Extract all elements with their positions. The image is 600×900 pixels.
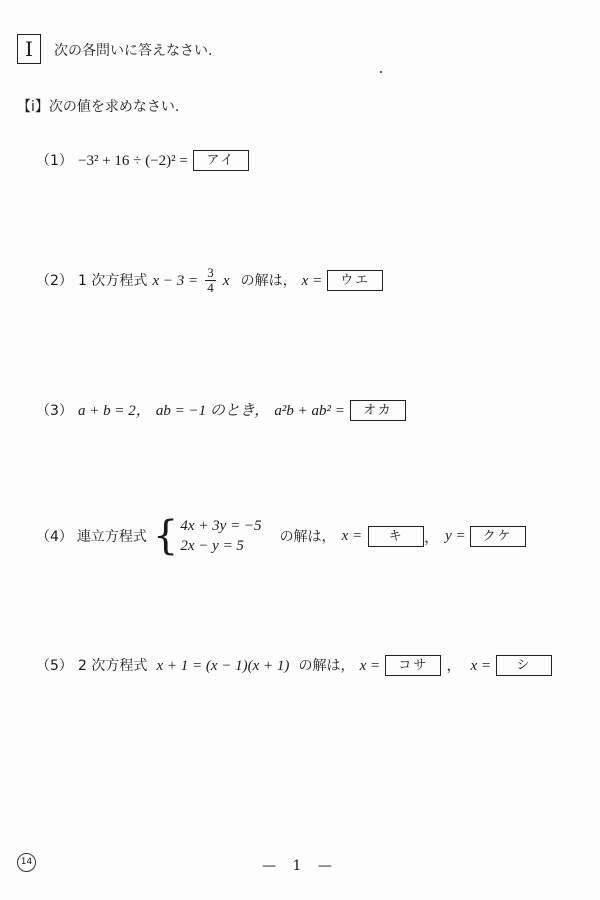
fraction-denominator: 4 — [207, 280, 214, 295]
question-2-number: （2） — [36, 273, 73, 289]
question-2-lhs: x − 3 = — [152, 273, 199, 289]
question-4-sep: ， — [424, 529, 440, 546]
question-5-prefix: 2 次方程式 — [78, 658, 148, 674]
question-3-number: （3） — [36, 403, 73, 419]
fraction-numerator: 3 — [207, 265, 214, 280]
question-1-expression: −3² + 16 ÷ (−2)² = — [78, 153, 188, 169]
answer-box-4x[interactable]: キ — [368, 526, 424, 547]
question-2-prefix: 1 次方程式 — [78, 273, 148, 289]
part-label: 【ⅰ】 — [17, 99, 49, 115]
page-marker-circle: 14 — [17, 853, 36, 872]
question-3-condition-1: a + b = 2， — [78, 403, 151, 419]
question-2-mid: の解は， — [240, 273, 297, 289]
question-4-prefix: 連立方程式 — [76, 529, 147, 545]
question-4-y-eq: y = — [445, 527, 466, 544]
question-5-mid: の解は， — [298, 658, 355, 674]
question-2 — [36, 266, 383, 295]
system-brace: { — [152, 513, 179, 559]
answer-box-2[interactable]: ウエ — [327, 270, 383, 291]
question-5 — [36, 654, 552, 676]
question-5-x1-eq: x = — [359, 658, 381, 674]
answer-box-3[interactable]: オカ — [350, 400, 406, 421]
answer-box-4y[interactable]: クケ — [470, 526, 526, 547]
question-1 — [36, 150, 249, 171]
question-4-mid: の解は， — [279, 529, 336, 545]
question-1-number: （1） — [36, 153, 73, 169]
equation-system — [180, 516, 261, 556]
question-2-fraction — [205, 266, 216, 295]
question-5-sep: ， — [446, 658, 462, 674]
question-5-equation: x + 1 = (x − 1)(x + 1) — [156, 658, 290, 674]
system-equation-1: 4x + 3y = −5 — [180, 518, 262, 534]
question-3 — [36, 399, 406, 421]
question-5-number: （5） — [36, 658, 73, 674]
page-number: — 1 — — [262, 858, 338, 874]
system-equation-2: 2x − y = 5 — [180, 538, 244, 554]
question-5-x2-eq: x = — [470, 658, 491, 674]
question-4 — [36, 513, 526, 559]
part-heading — [17, 96, 179, 116]
section-number-box: I — [17, 34, 41, 64]
question-2-var: x — [222, 273, 230, 289]
answer-box-1[interactable]: アイ — [193, 150, 249, 171]
question-4-x-eq: x = — [341, 527, 363, 544]
question-2-eq: x = — [301, 273, 323, 289]
section-instruction: 次の各問いに答えなさい. — [54, 43, 213, 59]
question-3-expression: a²b + ab² = — [274, 403, 345, 419]
answer-box-5b[interactable]: シ — [496, 655, 552, 676]
question-4-number: （4） — [36, 529, 73, 545]
answer-box-5a[interactable]: コサ — [385, 655, 441, 676]
stray-mark — [380, 71, 382, 73]
question-3-condition-2: ab = −1 のとき， — [155, 403, 270, 419]
part-instruction: 次の値を求めなさい. — [48, 99, 180, 115]
